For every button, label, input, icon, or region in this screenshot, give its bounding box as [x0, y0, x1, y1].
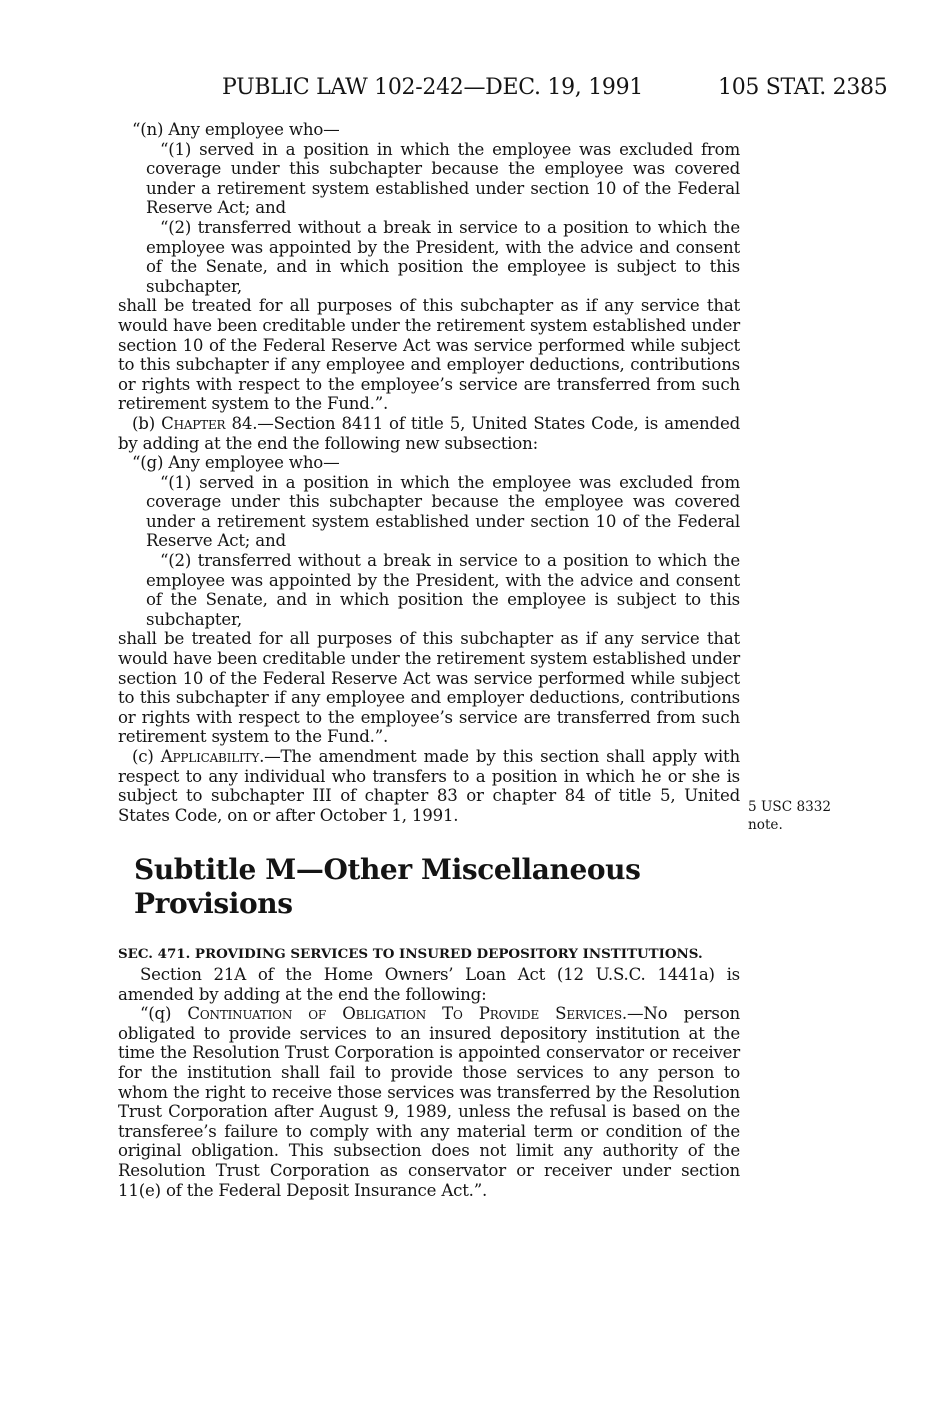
margin-note [748, 798, 831, 834]
running-header-law: PUBLIC LAW 102-242—DEC. 19, 1991 [222, 75, 643, 100]
margin-note-label: note. [748, 817, 783, 833]
subsection-c-heading: Applicability [160, 747, 260, 766]
subsection-c-text: .—The amendment made by this section shall apply with respect to any individual who transfers to a position in which he or she is subject to subchapter III of chapter 83 or chapter 84 of title 5, United States Code, on or after October 1, 1991. [118, 747, 740, 825]
subtitle-heading: Subtitle M—Other Miscellaneous Provisions [134, 853, 641, 921]
subsection-c [118, 747, 740, 825]
subsection-g-close: shall be treated for all purposes of this subchapter as if any service that would have been creditable under the retirement system established under section 10 of the Federal Reserve Act was service performed while subject to this subchapter if any employee and employer deductions, contributions or rights with respect to the employee’s service are transferred from such retirement system to the Fund.”. [118, 629, 740, 747]
subsection-g-para-2: “(2) transferred without a break in service to a position to which the employee was appointed by the President, with the advice and consent of the Senate, and in which position the employee is subject to this subchapter, [146, 551, 740, 629]
section-intro: Section 21A of the Home Owners’ Loan Act (12 U.S.C. 1441a) is amended by adding at the end the following: [118, 964, 740, 1004]
subsection-g-intro: “(g) Any employee who— [132, 453, 340, 473]
subsection-q [118, 1004, 740, 1200]
subsection-q-heading: Continuation of Obligation To Provide Services [187, 1004, 622, 1024]
subsection-b-text: 84.—Section 8411 of title 5, United States Code, is amended by adding at the end the following new subsection: [118, 413, 740, 453]
subsection-b [118, 414, 740, 453]
subsection-n-intro: “(n) Any employee who— [132, 120, 340, 139]
running-header-stat: 105 STAT. 2385 [718, 75, 888, 100]
subsection-b-lead: (b) [132, 413, 162, 433]
subsection-b-heading: Chapter [161, 413, 226, 433]
subsection-n-para-2: “(2) transferred without a break in service to a position to which the employee was appointed by the President, with the advice and consent of the Senate, and in which position the employee is subject to this subchapter, [146, 217, 740, 296]
subsection-g-para-1: “(1) served in a position in which the employee was excluded from coverage under this subchapter because the employee was covered under a retirement system established under section 10 of the Federal Reserve Act; and [146, 472, 740, 551]
subsection-q-text: .—No person obligated to provide services to an insured depository institution at the time the Resolution Trust Corporation is appointed conservator or receiver for the institution shall fail to provide those services to any person to whom the right to receive those services was transferred by the Resolution Trust Corporation after August 9, 1989, unless the refusal is based on the transferee’s failure to comply with any material term or condition of the original obligation. This subsection does not limit any authority of the Resolution Trust Corporation as conservator or receiver under section 11(e) of the Federal Deposit Insurance Act.”. [118, 1004, 740, 1200]
body-text [118, 120, 740, 1200]
subsection-c-lead: (c) [132, 747, 161, 766]
section-heading: SEC. 471. PROVIDING SERVICES TO INSURED DEPOSITORY INSTITUTIONS. [118, 946, 703, 963]
subsection-n-close: shall be treated for all purposes of this subchapter as if any service that would have been creditable under the retirement system established under section 10 of the Federal Reserve Act was service performed while subject to this subchapter if any employee and employer deductions, contributions or rights with respect to the employee’s service are transferred from such retirement system to the Fund.”. [118, 296, 740, 414]
subsection-n-para-1: “(1) served in a position in which the employee was excluded from coverage under this subchapter because the employee was covered under a retirement system established under section 10 of the Federal Reserve Act; and [146, 139, 740, 218]
subsection-q-lead: “(q) [140, 1004, 188, 1024]
margin-note-citation: 5 USC 8332 [748, 799, 832, 815]
